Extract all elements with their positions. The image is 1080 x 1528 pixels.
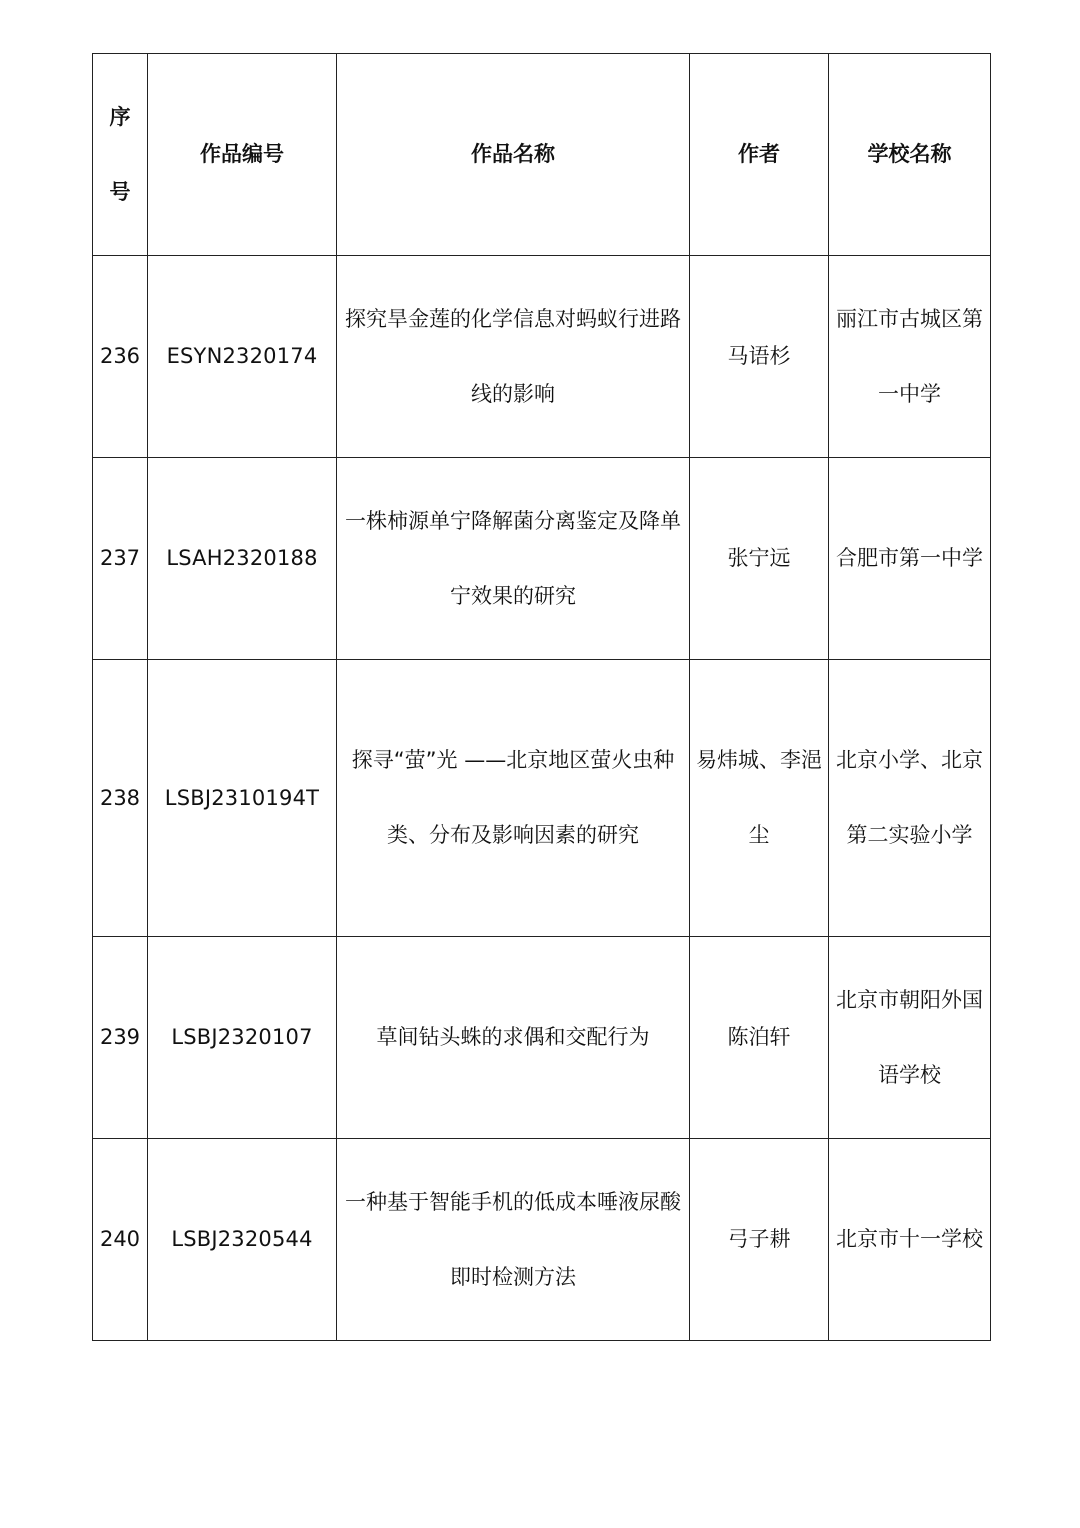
- header-school: 学校名称: [829, 54, 991, 256]
- table-row: [93, 660, 991, 937]
- award-table: [92, 53, 991, 1341]
- cell-seq: 239: [93, 937, 148, 1139]
- cell-code: LSBJ2320107: [148, 937, 337, 1139]
- table-row: [93, 1139, 991, 1341]
- cell-school: 合肥市第一中学: [829, 458, 991, 660]
- table-row: [93, 937, 991, 1139]
- cell-title: 一种基于智能手机的低成本唾液尿酸即时检测方法: [337, 1139, 690, 1341]
- header-title: 作品名称: [337, 54, 690, 256]
- cell-author: 陈泊轩: [690, 937, 829, 1139]
- cell-code: LSBJ2310194T: [148, 660, 337, 937]
- cell-school: 北京市朝阳外国语学校: [829, 937, 991, 1139]
- table-row: [93, 458, 991, 660]
- cell-author: 弓子耕: [690, 1139, 829, 1341]
- cell-seq: 237: [93, 458, 148, 660]
- cell-seq: 238: [93, 660, 148, 937]
- cell-seq: 240: [93, 1139, 148, 1341]
- cell-author: 马语杉: [690, 256, 829, 458]
- cell-title: 探究旱金莲的化学信息对蚂蚁行进路线的影响: [337, 256, 690, 458]
- table-row: [93, 256, 991, 458]
- header-code: 作品编号: [148, 54, 337, 256]
- cell-school: 北京市十一学校: [829, 1139, 991, 1341]
- cell-title: 一株柿源单宁降解菌分离鉴定及降单宁效果的研究: [337, 458, 690, 660]
- cell-school: 丽江市古城区第一中学: [829, 256, 991, 458]
- cell-author: 张宁远: [690, 458, 829, 660]
- cell-code: LSBJ2320544: [148, 1139, 337, 1341]
- cell-title: 探寻“萤”光 ——北京地区萤火虫种类、分布及影响因素的研究: [337, 660, 690, 937]
- cell-code: ESYN2320174: [148, 256, 337, 458]
- header-seq: 序号: [93, 54, 148, 256]
- cell-title: 草间钻头蛛的求偶和交配行为: [337, 937, 690, 1139]
- cell-school: 北京小学、北京第二实验小学: [829, 660, 991, 937]
- cell-author: 易炜城、李浥尘: [690, 660, 829, 937]
- cell-seq: 236: [93, 256, 148, 458]
- cell-code: LSAH2320188: [148, 458, 337, 660]
- header-author: 作者: [690, 54, 829, 256]
- table-header-row: [93, 54, 991, 256]
